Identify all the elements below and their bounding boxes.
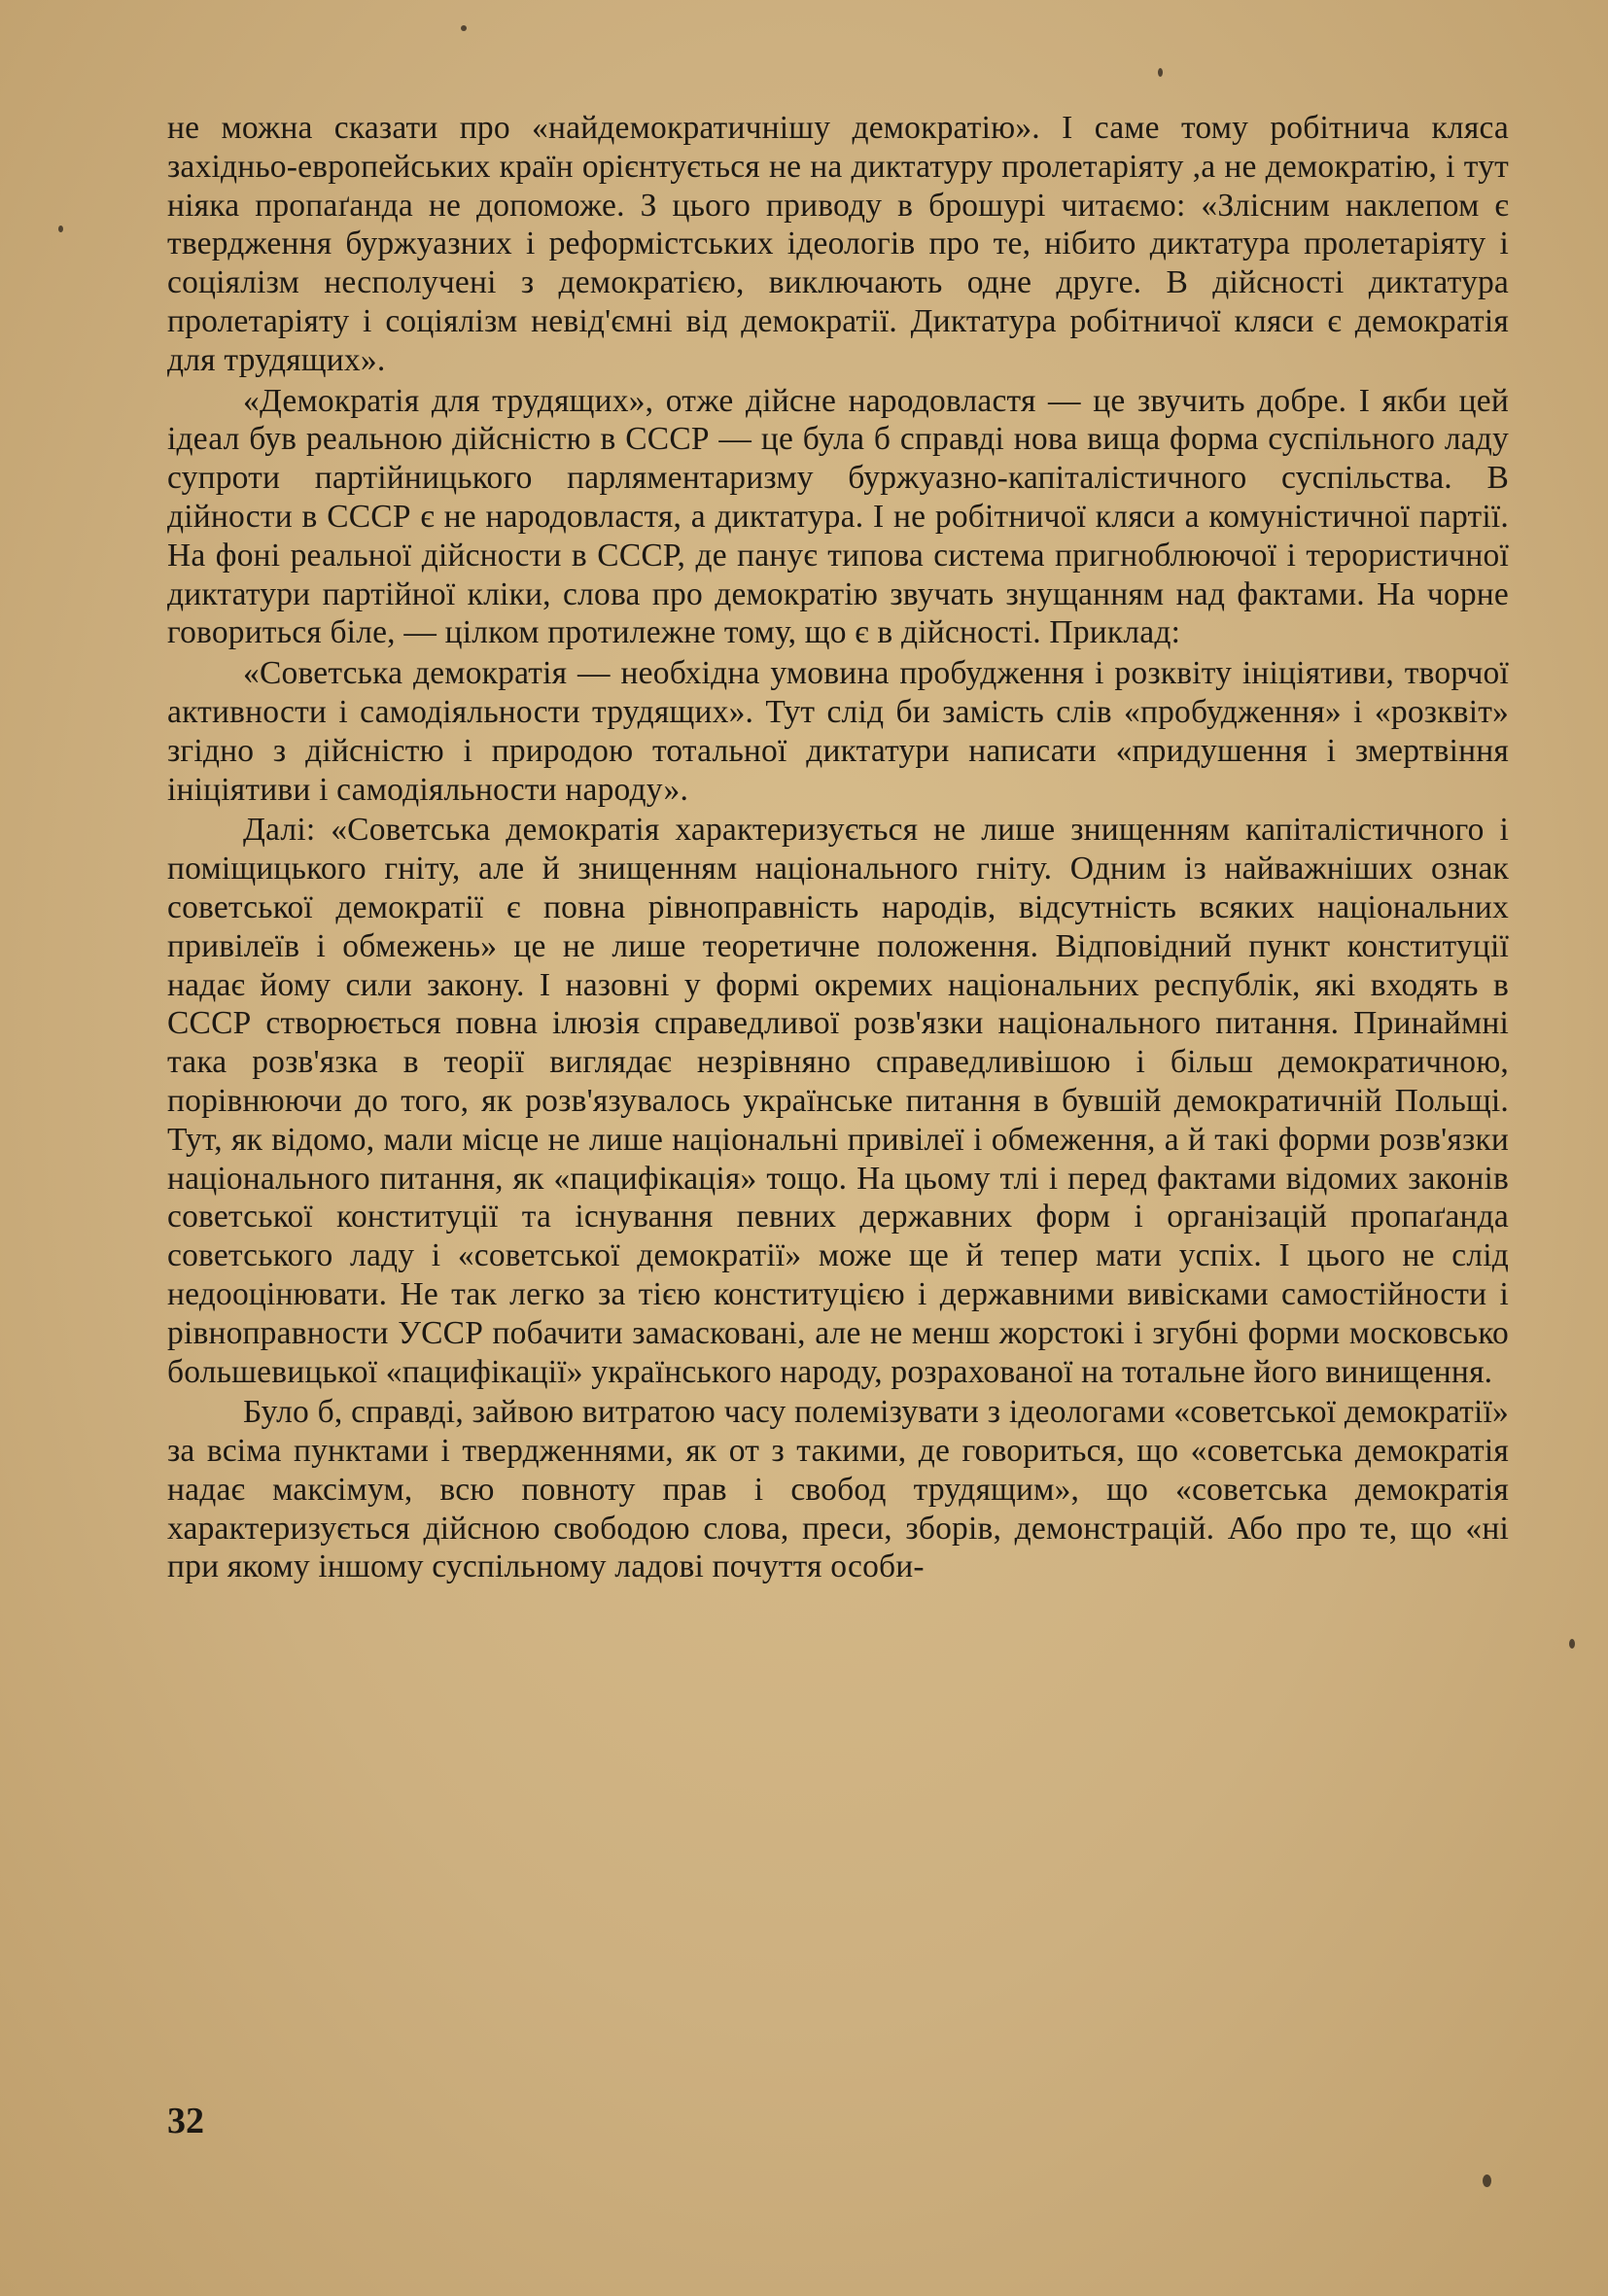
paper-speck — [58, 226, 63, 232]
paper-speck — [1483, 2174, 1491, 2187]
paragraph-2: «Демократія для трудящих», отже дійсне народовластя — це звучить добре. І якби цей ідеал був реальною дійсністю в СССР — це була б справді нова вища форма суспільного ладу супроти партійницького парляментаризму буржуазно-капіталістичного суспільства. В дійности в СССР є не народовластя, а диктатура. І не робітничої кляси а комуністичної партії. На фоні реальної дійсности в СССР, де панує типова система пригноблюючої і терористичної диктатури партійної кліки, слова про демократію звучать знущанням над фактами. На чорне говориться біле, — цілком протилежне тому, що є в дійсності. Приклад: — [167, 382, 1509, 651]
paragraph-5: Було б, справді, зайвою витратою часу полемізувати з ідеологами «советської демократії» за всіма пунктами і твердженнями, як от з такими, де говориться, що «советська демократія надає максімум, всю повноту прав і свобод трудящим», що «советська демократія характеризується дійсною свободою слова, преси, зборів, демонстрацій. Або про те, що «ні при якому іншому суспільному ладові почуття особи- — [167, 1394, 1509, 1585]
paper-speck — [1158, 68, 1163, 77]
paragraph-1: не можна сказати про «найдемократичнішу демократію». І саме тому робітнича кляса західньо-европейських країн орієнтується не на диктатуру пролетаріяту ,а не демократію, і тут ніяка пропаґанда не допоможе. З цього приводу в брошурі читаємо: «Злісним наклепом є твердження буржуазних і реформістських ідеологів про те, нібито диктатура пролетаріяту і соціялізм несполучені з демократією, виключають одне друге. В дійсності диктатура пролетаріяту і соціялізм невід'ємні від демократії. Диктатура робітничої кляси є демократія для трудящих». — [167, 110, 1509, 378]
paper-speck — [461, 25, 467, 31]
paper-speck — [1569, 1639, 1575, 1649]
body-text — [167, 109, 1509, 1586]
paragraph-4: Далі: «Советська демократія характеризується не лише знищенням капіталістичного і поміщицького гніту, але й знищенням національного гніту. Одним із найважніших ознак советської демократії є повна рівноправність народів, відсутність всяких національних привілеїв і обмежень» це не лише теоретичне положення. Відповідний пункт конституції надає йому сили закону. І назовні у формі окремих національних республік, які входять в СССР створюється повна ілюзія справедливої розв'язки національного питання. Принаймні така розв'язка в теорії виглядає незрівняно справедливішою і більш демократичною, порівнюючи до того, як розв'язувалось українське питання в бувшій демократичній Польщі. Тут, як відомо, мали місце не лише національні привілеї і обмеження, а й такі форми розв'язки національного питання, як «пацифікація» тощо. На цьому тлі і перед фактами відомих законів советської конституції та існування певних державних форм і організацій пропаґанда советського ладу і «советської демократії» може ще й тепер мати успіх. І цього не слід недооцінювати. Не так легко за тією конституцією і державними вивісками самостійности і рівноправности УССР побачити замасковані, але не менш жорстокі і згубні форми московсько большевицької «пацифікації» українського народу, розрахованої на тотальне його винищення. — [167, 812, 1509, 1390]
paragraph-3: «Советська демократія — необхідна умовина пробудження і розквіту ініціятиви, творчої активности і самодіяльности трудящих». Тут слід би замість слів «пробудження» і «розквіт» згідно з дійсністю і природою тотальної диктатури написати «придушення і змертвіння ініціятиви і самодіяльности народу». — [167, 655, 1509, 808]
page-number: 32 — [167, 2101, 204, 2141]
